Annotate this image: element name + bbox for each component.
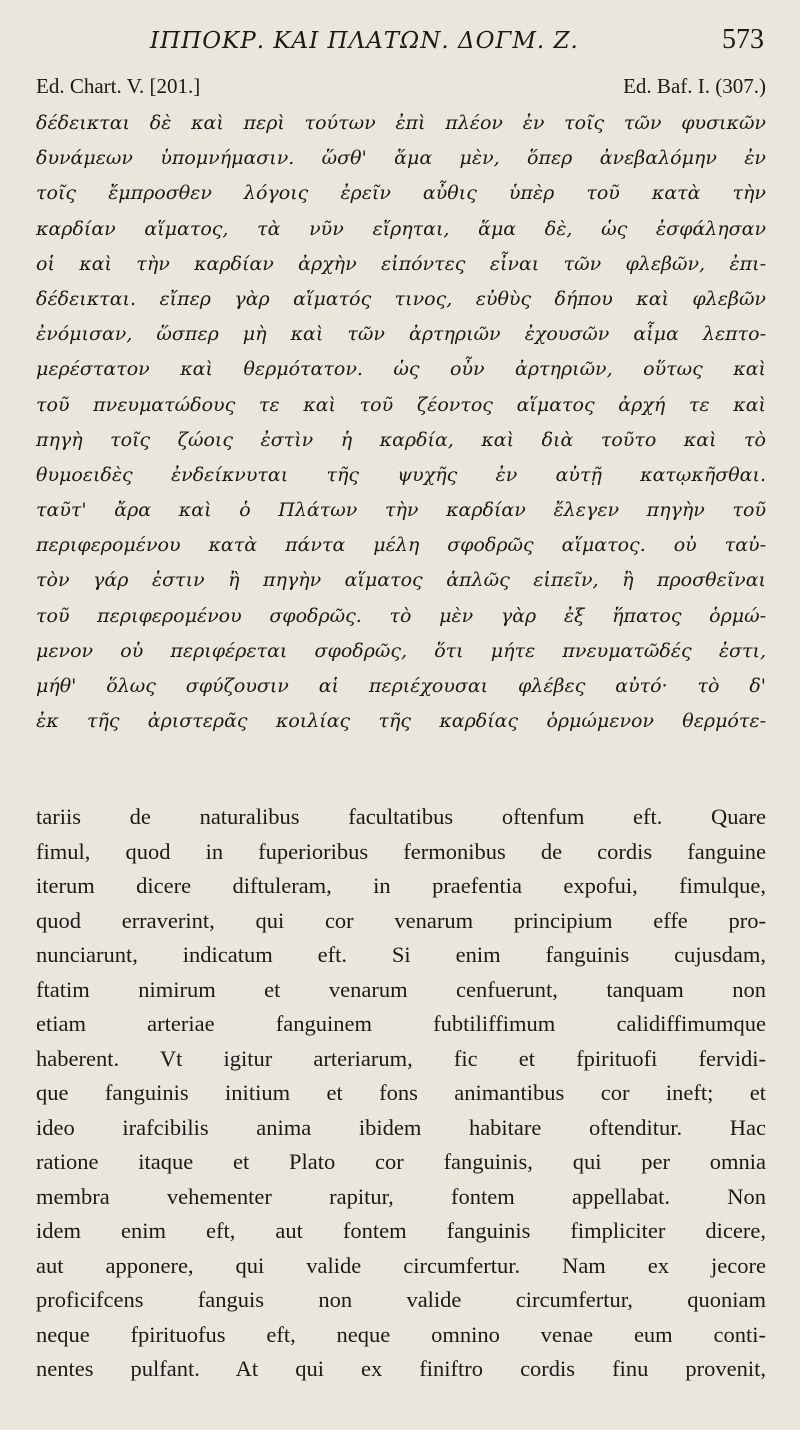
- edition-basel-reference: Ed. Baf. I. (307.): [623, 74, 766, 98]
- latin-text-line: que fanguinis initium et fons animantibus cor ineft; et: [36, 1080, 766, 1105]
- edition-references: [0, 74, 800, 104]
- latin-text-line: proficifcens fanguis non valide circumfertur, quoniam: [36, 1287, 766, 1312]
- greek-text-block: [36, 106, 766, 739]
- greek-text-line: τοῖς ἔμπροσθεν λόγοις ἐρεῖν αὖθις ὑπὲρ τοῦ κατὰ τὴν: [36, 182, 766, 205]
- greek-text-line: ἐκ τῆς ἀριστερᾶς κοιλίας τῆς καρδίας ὁρμώμενον θερμότε-: [36, 710, 766, 733]
- latin-text-line: nentes pulfant. At qui ex finiftro cordis finu provenit,: [36, 1356, 766, 1381]
- greek-text-line: δέδεικται. εἴπερ γὰρ αἵματός τινος, εὐθὺς δήπου καὶ φλεβῶν: [36, 287, 766, 310]
- greek-text-line: οἱ καὶ τὴν καρδίαν ἀρχὴν εἰπόντες εἶναι τῶν φλεβῶν, ἐπι-: [36, 252, 766, 275]
- latin-text-line: tariis de naturalibus facultatibus oftenfum eft. Quare: [36, 804, 766, 829]
- greek-text-line: μενον οὐ περιφέρεται σφοδρῶς, ὅτι μήτε πνευματῶδές ἐστι,: [36, 639, 766, 662]
- latin-text-line: aut apponere, qui valide circumfertur. Nam ex jecore: [36, 1252, 766, 1278]
- latin-text-line: ideo irafcibilis anima ibidem habitare oftenditur. Hac: [36, 1114, 766, 1140]
- latin-text-line: quod erraverint, qui cor venarum principium effe pro-: [36, 907, 766, 933]
- greek-text-line: τὸν γάρ ἐστιν ἢ πηγὴν αἵματος ἁπλῶς εἰπεῖν, ἢ προσθεῖναι: [36, 569, 766, 592]
- latin-text-line: nunciarunt, indicatum eft. Si enim fanguinis cujusdam,: [36, 942, 766, 967]
- running-title: ΙΠΠΟΚΡ. ΚΑΙ ΠΛΑΤΩΝ. ΔΟΓΜ. Ζ.: [150, 28, 579, 54]
- greek-text-line: δέδεικται δὲ καὶ περὶ τούτων ἐπὶ πλέον ἐν τοῖς τῶν φυσικῶν: [36, 112, 766, 134]
- greek-text-line: καρδίαν αἵματος, τὰ νῦν εἴρηται, ἅμα δὲ, ὡς ἐσφάλησαν: [36, 217, 766, 240]
- latin-text-block: [36, 800, 766, 1387]
- greek-text-line: τοῦ πνευματώδους τε καὶ τοῦ ζέοντος αἵματος ἀρχή τε καὶ: [36, 393, 766, 416]
- latin-text-line: iterum dicere diftuleram, in praefentia expofui, fimulque,: [36, 873, 766, 898]
- latin-text-line: membra vehementer rapitur, fontem appellabat. Non: [36, 1183, 766, 1209]
- latin-text-line: haberent. Vt igitur arteriarum, fic et fpirituofi fervidi-: [36, 1045, 766, 1071]
- greek-text-line: ταῦτ' ἄρα καὶ ὁ Πλάτων τὴν καρδίαν ἔλεγεν πηγὴν τοῦ: [36, 499, 766, 522]
- latin-text-line: etiam arteriae fanguinem fubtiliffimum calidiffimumque: [36, 1011, 766, 1036]
- edition-chart-reference: Ed. Chart. V. [201.]: [36, 74, 201, 98]
- greek-text-line: μήθ' ὅλως σφύζουσιν αἱ περιέχουσαι φλέβες αὐτό· τὸ δ': [36, 675, 766, 697]
- greek-text-line: τοῦ περιφερομένου σφοδρῶς. τὸ μὲν γὰρ ἐξ ἥπατος ὁρμώ-: [36, 604, 766, 627]
- page-number: 573: [722, 24, 764, 55]
- latin-text-line: idem enim eft, aut fontem fanguinis fimpliciter dicere,: [36, 1218, 766, 1243]
- latin-text-line: ftatim nimirum et venarum cenfuerunt, tanquam non: [36, 976, 766, 1002]
- running-header: [0, 22, 800, 66]
- latin-text-line: ratione itaque et Plato cor fanguinis, qui per omnia: [36, 1149, 766, 1174]
- latin-text-line: fimul, quod in fuperioribus fermonibus de cordis fanguine: [36, 838, 766, 864]
- greek-text-line: πηγὴ τοῖς ζώοις ἐστὶν ἡ καρδία, καὶ διὰ τοῦτο καὶ τὸ: [36, 428, 766, 451]
- greek-text-line: ἐνόμισαν, ὥσπερ μὴ καὶ τῶν ἀρτηριῶν ἐχουσῶν αἷμα λεπτο-: [36, 323, 766, 346]
- greek-text-line: περιφερομένου κατὰ πάντα μέλη σφοδρῶς αἵματος. οὐ ταὐ-: [36, 534, 766, 557]
- greek-text-line: μερέστατον καὶ θερμότατον. ὡς οὖν ἀρτηριῶν, οὕτως καὶ: [36, 358, 766, 381]
- latin-text-line: neque fpirituofus eft, neque omnino venae eum conti-: [36, 1321, 766, 1347]
- greek-text-line: δυνάμεων ὑπομνήμασιν. ὥσθ' ἅμα μὲν, ὅπερ ἀνεβαλόμην ἐν: [36, 147, 766, 170]
- greek-text-line: θυμοειδὲς ἐνδείκνυται τῆς ψυχῆς ἐν αὐτῇ κατῳκῆσθαι.: [36, 463, 766, 486]
